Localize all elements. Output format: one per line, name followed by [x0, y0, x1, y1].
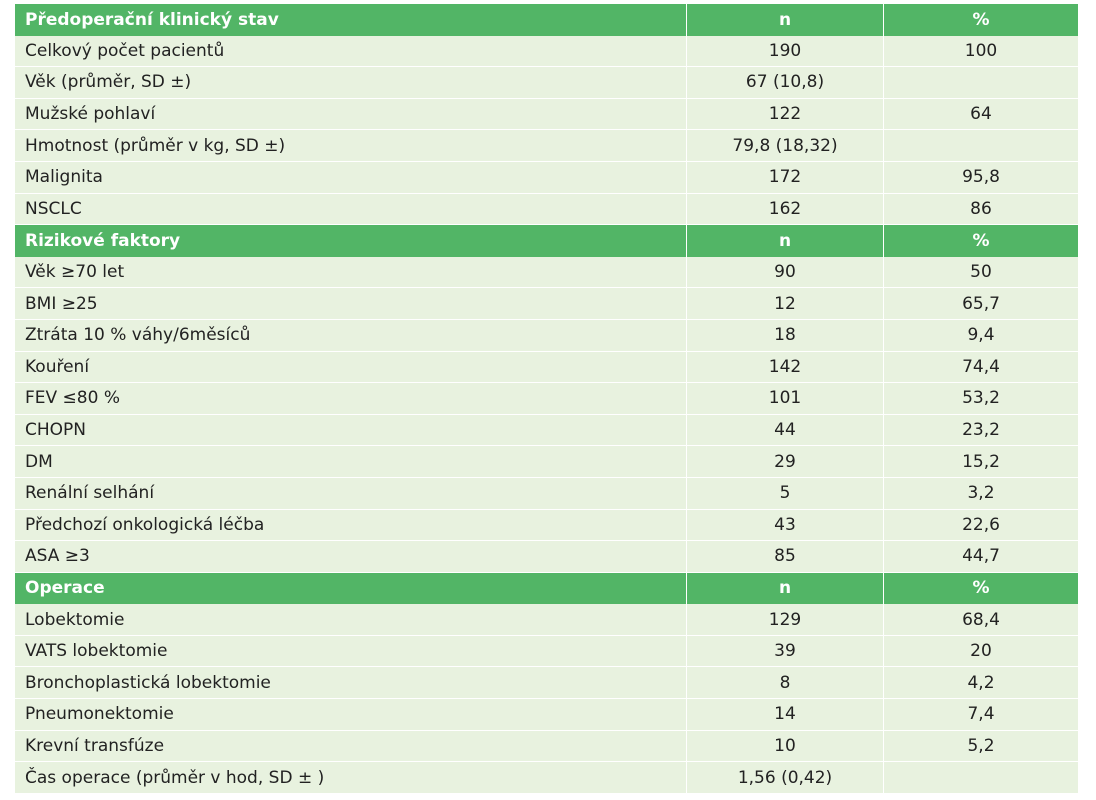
column-header-n: n — [687, 225, 884, 257]
row-label: Věk (průměr, SD ±) — [15, 67, 687, 99]
row-n: 67 (10,8) — [687, 67, 884, 99]
row-percent: 74,4 — [884, 352, 1078, 384]
row-n: 79,8 (18,32) — [687, 130, 884, 162]
row-percent — [884, 762, 1078, 794]
table-row — [15, 130, 1078, 162]
column-header-percent: % — [884, 573, 1078, 605]
table-row — [15, 67, 1078, 99]
column-header-percent: % — [884, 225, 1078, 257]
table-row — [15, 667, 1078, 699]
column-header-percent: % — [884, 4, 1078, 36]
table-row — [15, 99, 1078, 131]
column-header-n: n — [687, 4, 884, 36]
row-n: 5 — [687, 478, 884, 510]
row-n: 1,56 (0,42) — [687, 762, 884, 794]
table-row — [15, 288, 1078, 320]
row-percent: 7,4 — [884, 699, 1078, 731]
row-percent: 50 — [884, 257, 1078, 289]
table-row — [15, 194, 1078, 226]
row-n: 162 — [687, 194, 884, 226]
row-label: Malignita — [15, 162, 687, 194]
row-percent — [884, 67, 1078, 99]
row-label: Lobektomie — [15, 604, 687, 636]
row-n: 190 — [687, 36, 884, 68]
row-percent: 15,2 — [884, 446, 1078, 478]
row-percent: 20 — [884, 636, 1078, 668]
row-label: Celkový počet pacientů — [15, 36, 687, 68]
row-n: 10 — [687, 731, 884, 763]
table-row — [15, 762, 1078, 794]
row-percent: 9,4 — [884, 320, 1078, 352]
table-row — [15, 415, 1078, 447]
table-row — [15, 320, 1078, 352]
table-row — [15, 446, 1078, 478]
table-row — [15, 478, 1078, 510]
row-n: 142 — [687, 352, 884, 384]
row-percent: 95,8 — [884, 162, 1078, 194]
row-label: Ztráta 10 % váhy/6měsíců — [15, 320, 687, 352]
row-percent: 3,2 — [884, 478, 1078, 510]
table-row — [15, 636, 1078, 668]
section-header-risk-factors — [15, 225, 1078, 257]
clinical-data-table — [15, 4, 1078, 794]
section-title: Předoperační klinický stav — [15, 4, 687, 36]
row-label: BMI ≥25 — [15, 288, 687, 320]
section-title: Rizikové faktory — [15, 225, 687, 257]
row-percent: 68,4 — [884, 604, 1078, 636]
row-label: FEV ≤80 % — [15, 383, 687, 415]
row-percent: 44,7 — [884, 541, 1078, 573]
table-row — [15, 36, 1078, 68]
row-label: NSCLC — [15, 194, 687, 226]
row-n: 18 — [687, 320, 884, 352]
row-n: 122 — [687, 99, 884, 131]
row-n: 129 — [687, 604, 884, 636]
table-row — [15, 162, 1078, 194]
row-n: 14 — [687, 699, 884, 731]
table-row — [15, 352, 1078, 384]
row-percent: 4,2 — [884, 667, 1078, 699]
row-n: 29 — [687, 446, 884, 478]
section-title: Operace — [15, 573, 687, 605]
row-label: DM — [15, 446, 687, 478]
row-label: Věk ≥70 let — [15, 257, 687, 289]
row-percent: 86 — [884, 194, 1078, 226]
column-header-n: n — [687, 573, 884, 605]
section-header-preoperative — [15, 4, 1078, 36]
row-label: VATS lobektomie — [15, 636, 687, 668]
row-n: 39 — [687, 636, 884, 668]
row-label: Renální selhání — [15, 478, 687, 510]
row-label: Předchozí onkologická léčba — [15, 510, 687, 542]
table-row — [15, 257, 1078, 289]
table-row — [15, 541, 1078, 573]
row-n: 12 — [687, 288, 884, 320]
table-row — [15, 699, 1078, 731]
row-n: 90 — [687, 257, 884, 289]
row-label: ASA ≥3 — [15, 541, 687, 573]
row-n: 8 — [687, 667, 884, 699]
row-n: 172 — [687, 162, 884, 194]
row-percent: 100 — [884, 36, 1078, 68]
row-n: 101 — [687, 383, 884, 415]
section-header-surgery — [15, 573, 1078, 605]
row-n: 43 — [687, 510, 884, 542]
row-percent: 65,7 — [884, 288, 1078, 320]
row-n: 85 — [687, 541, 884, 573]
table-row — [15, 383, 1078, 415]
table-row — [15, 731, 1078, 763]
row-label: CHOPN — [15, 415, 687, 447]
row-percent: 22,6 — [884, 510, 1078, 542]
row-label: Pneumonektomie — [15, 699, 687, 731]
table-row — [15, 604, 1078, 636]
row-n: 44 — [687, 415, 884, 447]
row-label: Kouření — [15, 352, 687, 384]
row-percent: 23,2 — [884, 415, 1078, 447]
table-row — [15, 510, 1078, 542]
row-percent: 5,2 — [884, 731, 1078, 763]
row-label: Krevní transfúze — [15, 731, 687, 763]
row-label: Hmotnost (průměr v kg, SD ±) — [15, 130, 687, 162]
row-percent: 64 — [884, 99, 1078, 131]
row-label: Bronchoplastická lobektomie — [15, 667, 687, 699]
row-percent — [884, 130, 1078, 162]
row-percent: 53,2 — [884, 383, 1078, 415]
row-label: Čas operace (průměr v hod, SD ± ) — [15, 762, 687, 794]
row-label: Mužské pohlaví — [15, 99, 687, 131]
